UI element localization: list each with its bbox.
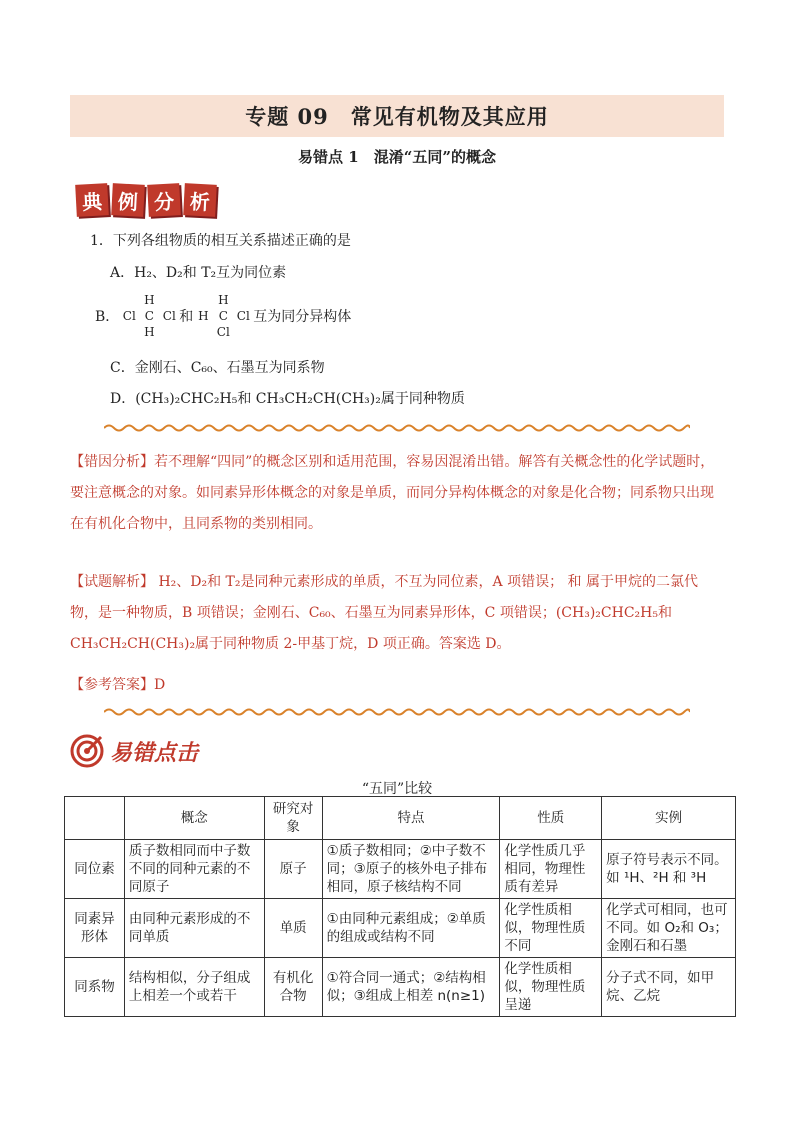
atom: Cl (216, 325, 230, 339)
answer-value: D (154, 677, 166, 693)
table-cell: 分子式不同，如甲烷、乙烷 (602, 958, 736, 1017)
atom: H (144, 293, 155, 307)
reference-answer (70, 670, 725, 701)
table-row (65, 958, 736, 1017)
table-cell: 化学性质几乎相同，物理性质有差异 (500, 840, 602, 899)
target-icon (70, 734, 104, 768)
section-subtitle: 易错点 1 混淆“五同”的概念 (298, 148, 496, 166)
option-b-prefix: B． (95, 309, 120, 325)
atom: H (144, 325, 155, 339)
option-b-suffix: 互为同分异构体 (253, 309, 352, 325)
table-header (65, 797, 125, 840)
tip-banner-text: 易错点击 (110, 740, 199, 766)
table-cell: ①符合同一通式；②结构相似；③组成上相差 n(n≥1) (322, 958, 500, 1017)
table-cell: 原子符号表示不同。如 ¹H、²H 和 ³H (602, 840, 736, 899)
table-cell: 有机化合物 (264, 958, 322, 1017)
solution-label: 【试题解析】 (70, 574, 154, 590)
table-cell: 同位素 (65, 840, 125, 899)
table-cell: ①质子数相同；②中子数不同；③原子的核外电子排布相同，原子核结构不同 (322, 840, 500, 899)
atom: H (218, 293, 229, 307)
error-analysis-label: 【错因分析】 (70, 454, 154, 470)
solution-text-1: H₂、D₂和 T₂是同种元素形成的单质，不互为同位素，A 项错误； (158, 574, 564, 590)
atom: C (144, 309, 154, 323)
option-c: C．金刚石、C₆₀、石墨互为同系物 (110, 360, 325, 376)
structure-2 (193, 292, 253, 340)
tag-char: 典 (75, 183, 109, 217)
table-cell: 化学式可相同，也可不同。如 O₂和 O₃；金刚石和石墨 (602, 899, 736, 958)
tag-char: 析 (183, 183, 217, 217)
error-analysis-text: 若不理解“四同”的概念区别和适用范围，容易因混淆出错。解答有关概念性的化学试题时，要注意概念的对象。如同素异形体概念的对象是单质，而同分异构体概念的对象是化合物；同系物只出现在有机化合物中，且同系物的类别相同。 (70, 454, 715, 532)
table-cell: 原子 (264, 840, 322, 899)
option-d: D．(CH₃)₂CHC₂H₅和 CH₃CH₂CH(CH₃)₂属于同种物质 (110, 391, 465, 407)
atom: Cl (162, 309, 176, 323)
error-analysis (70, 447, 725, 540)
table-header-row (65, 797, 736, 840)
tag-char: 分 (147, 183, 181, 217)
structure-1 (119, 292, 179, 340)
solution-analysis (70, 567, 725, 660)
option-a: A．H₂、D₂和 T₂互为同位素 (110, 265, 287, 281)
page-title: 专题 09 常见有机物及其应用 (70, 95, 724, 137)
table-header: 研究对象 (264, 797, 322, 840)
table-cell: 单质 (264, 899, 322, 958)
example-analysis-tag (76, 184, 216, 216)
table-header: 实例 (602, 797, 736, 840)
answer-label: 【参考答案】 (70, 677, 154, 693)
option-b-mid: 和 (179, 309, 194, 325)
table-caption: “五同”比较 (361, 781, 433, 797)
table-header: 性质 (500, 797, 602, 840)
table-header: 概念 (124, 797, 264, 840)
atom: Cl (122, 309, 136, 323)
solution-text-2: 属于甲烷的二氯代物，是一种物质，B 项错误；金刚石、C₆₀、石墨互为同素异形体，C 项错误；(CH₃)₂CHC₂H₅和 CH₃CH₂CH(CH₃)₂属于同种物质 2-甲基丁烷，D 项正确。答案选 D。 (70, 574, 698, 652)
atom: C (218, 309, 228, 323)
comparison-table (64, 796, 736, 1017)
table-row (65, 840, 736, 899)
table-cell: 同系物 (65, 958, 125, 1017)
table-cell: 化学性质相似，物理性质呈递 (500, 958, 602, 1017)
question-stem: 1．下列各组物质的相互关系描述正确的是 (90, 233, 351, 249)
table-cell: ①由同种元素组成；②单质的组成或结构不同 (322, 899, 500, 958)
table-cell: 化学性质相似，物理性质不同 (500, 899, 602, 958)
solution-mid: 和 (567, 574, 582, 590)
table-cell: 同素异形体 (65, 899, 125, 958)
atom: Cl (236, 309, 250, 323)
tip-banner (70, 734, 198, 768)
option-b (95, 292, 351, 340)
table-row (65, 899, 736, 958)
wavy-divider (104, 707, 690, 717)
wavy-divider (104, 423, 690, 433)
table-header: 特点 (322, 797, 500, 840)
table-cell: 结构相似，分子组成上相差一个或若干 (124, 958, 264, 1017)
table-cell: 质子数相同而中子数不同的同种元素的不同原子 (124, 840, 264, 899)
atom: H (198, 309, 209, 323)
tag-char: 例 (111, 183, 145, 217)
table-cell: 由同种元素形成的不同单质 (124, 899, 264, 958)
